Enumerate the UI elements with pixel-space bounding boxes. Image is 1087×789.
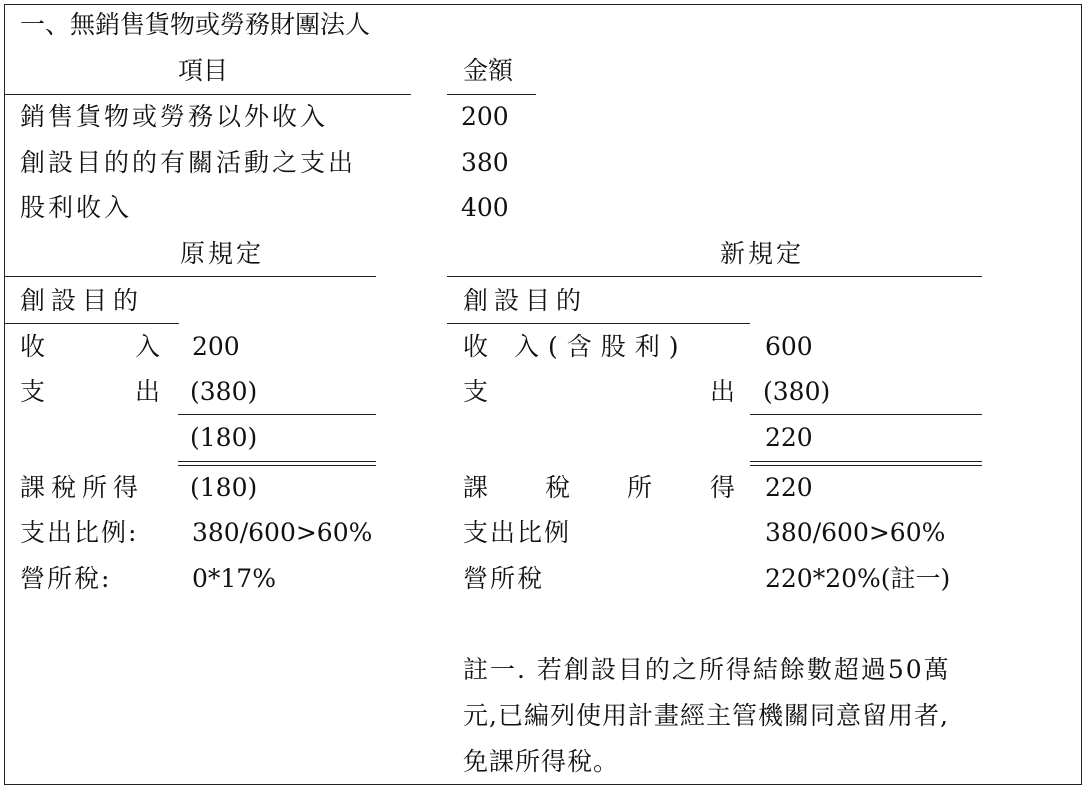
old-expense-label: 出 [135, 377, 161, 406]
summary-row-label: 創設目的的有關活動之支出 [20, 148, 357, 177]
column-header-amount: 金額 [463, 56, 514, 85]
column-header-item: 項目 [178, 56, 229, 85]
new-total-double-rule [750, 461, 982, 466]
old-ratio-value: 380/600>60% [192, 518, 373, 547]
summary-row-label: 銷售貨物或勞務以外收入 [20, 102, 329, 131]
old-tax-label: 營所稅: [20, 564, 112, 593]
new-tax-value: 220*20%(註一) [765, 564, 951, 593]
summary-row-amount: 400 [461, 193, 509, 222]
header-rule-item [4, 94, 411, 95]
old-subtotal-rule [178, 414, 376, 415]
new-tax-label: 營所稅 [463, 564, 545, 593]
header-rule-amount [447, 94, 536, 95]
new-income-value: 600 [765, 332, 813, 361]
old-rule-heading-rule [4, 276, 376, 277]
new-taxable-value: 220 [765, 473, 813, 502]
new-taxable-label-char: 得 [710, 473, 736, 502]
new-taxable-label-char: 稅 [545, 473, 571, 502]
new-expense-label: 支 [463, 377, 489, 406]
new-expense-label: 出 [710, 377, 736, 406]
new-income-label: 收 入(含股利) [463, 332, 688, 361]
footnote-line: 註一. 若創設目的之所得結餘數超過50萬 [463, 655, 951, 684]
old-rule-heading: 原規定 [180, 239, 265, 268]
section-title: 一、無銷售貨物或勞務財團法人 [20, 10, 371, 39]
old-ratio-label: 支出比例: [20, 518, 139, 547]
new-rule-subheading: 創設目的 [463, 286, 588, 315]
new-subtotal-rule [750, 414, 982, 415]
old-expense-label: 支 [20, 377, 46, 406]
new-expense-value: (380) [763, 377, 831, 406]
new-ratio-label: 支出比例 [463, 518, 572, 547]
old-income-label: 收 [20, 332, 46, 361]
old-expense-value: (380) [190, 377, 258, 406]
old-tax-value: 0*17% [192, 564, 276, 593]
new-taxable-label-char: 所 [627, 473, 653, 502]
old-net-value: (180) [190, 423, 258, 452]
old-income-value: 200 [192, 332, 240, 361]
old-taxable-label: 課稅所得 [20, 473, 145, 502]
new-rule-sub-rule [447, 323, 750, 324]
summary-row-amount: 380 [461, 148, 509, 177]
old-total-double-rule [178, 461, 376, 466]
old-taxable-value: (180) [190, 473, 258, 502]
old-rule-subheading: 創設目的 [20, 286, 145, 315]
new-taxable-label-char: 課 [463, 473, 489, 502]
new-rule-heading-rule [447, 276, 982, 277]
old-income-label: 入 [135, 332, 161, 361]
summary-row-label: 股利收入 [20, 193, 133, 222]
footnote-line: 免課所得稅。 [463, 747, 620, 776]
new-rule-heading: 新規定 [720, 239, 805, 268]
footnote-line: 元,已編列使用計畫經主管機關同意留用者, [463, 701, 949, 730]
new-net-value: 220 [765, 423, 813, 452]
new-ratio-value: 380/600>60% [765, 518, 946, 547]
summary-row-amount: 200 [461, 102, 509, 131]
old-rule-sub-rule [4, 323, 179, 324]
